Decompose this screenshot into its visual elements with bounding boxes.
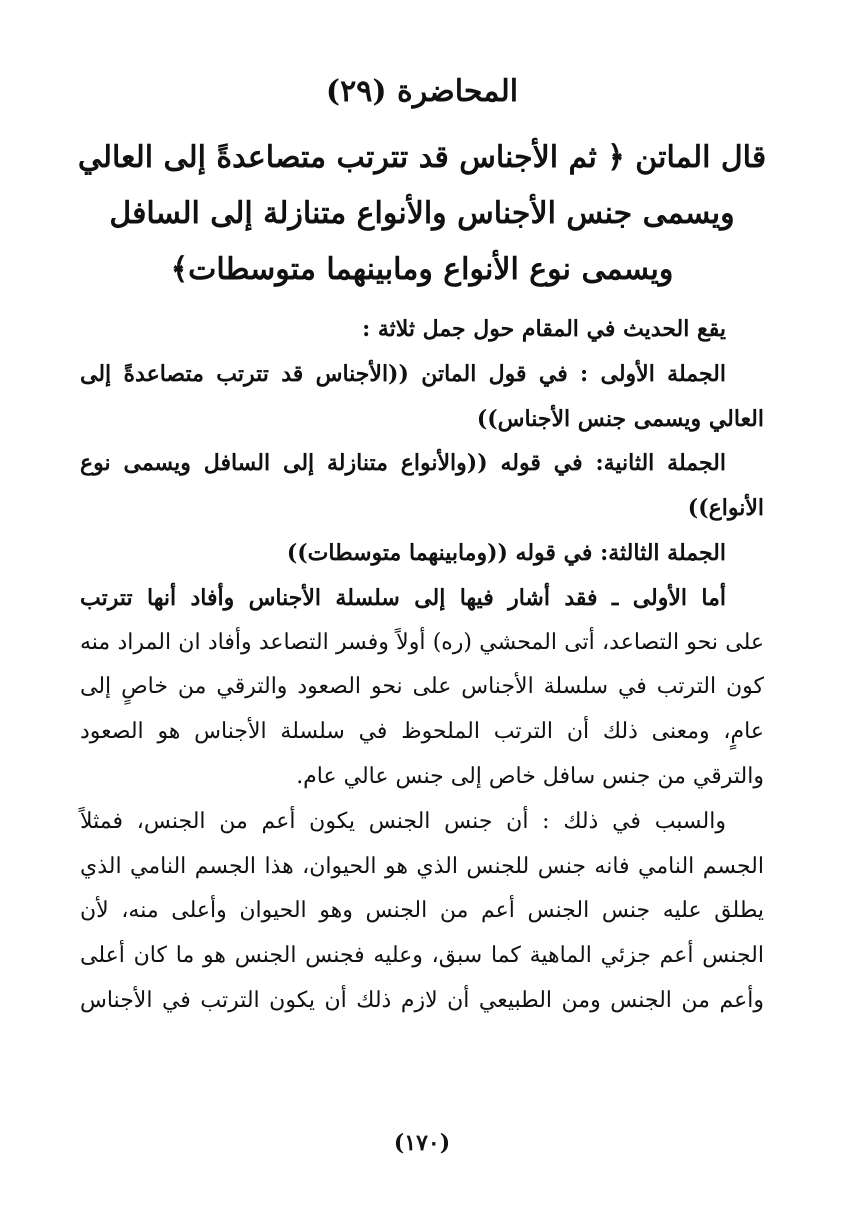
body-line: كون الترتب في سلسلة الأجناس على نحو الصعود والترقي من خاصٍ إلى xyxy=(80,674,764,700)
page-number: (١٧٠) xyxy=(393,1130,451,1156)
matn-quote xyxy=(60,130,784,298)
body-line: والترقي من جنس سافل خاص إلى جنس عالي عام. xyxy=(296,763,764,789)
matn-line: قال الماتن ﴿ ثم الأجناس قد تترتب متصاعدةً إلى العالي xyxy=(77,140,767,175)
body-line: العالي ويسمى جنس الأجناس)) xyxy=(476,405,764,432)
body-line: الجنس أعم جزئي الماهية كما سبق، وعليه فجنس الجنس هو ما كان أعلى xyxy=(80,943,764,969)
body-line: يطلق عليه جنس الجنس أعم من الجنس وهو الحيوان وأعلى منه، لأن xyxy=(80,898,764,924)
body-line: يقع الحديث في المقام حول جمل ثلاثة : xyxy=(362,316,726,342)
body-line: الجسم النامي فانه جنس للجنس الذي هو الحيوان، هذا الجسم النامي الذي xyxy=(80,853,764,879)
lecture-title: المحاضرة (٢٩) xyxy=(325,74,519,109)
body-line: وأعم من الجنس ومن الطبيعي أن لازم ذلك أن يكون الترتب في الأجناس xyxy=(80,987,764,1013)
body-line: الجملة الثالثة: في قوله ((ومابينهما متوسطات)) xyxy=(286,539,726,566)
matn-line: ويسمى جنس الأجناس والأنواع متنازلة إلى السافل xyxy=(109,196,735,231)
body-line: عامٍ، ومعنى ذلك أن الترتب الملحوظ في سلسلة الأجناس هو الصعود xyxy=(80,719,764,745)
matn-line: ويسمى نوع الأنواع ومابينهما متوسطات﴾ xyxy=(170,252,674,287)
body-line: الجملة الثانية: في قوله ((والأنواع متنازلة إلى السافل ويسمى نوع xyxy=(80,450,726,477)
body-text xyxy=(80,307,764,1024)
body-line: الأنواع)) xyxy=(687,495,764,522)
body-line: الجملة الأولى : في قول الماتن ((الأجناس قد تترتب متصاعدةً إلى xyxy=(80,360,726,387)
body-line: والسبب في ذلك : أن جنس الجنس يكون أعم من الجنس، فمثلاً xyxy=(80,808,726,834)
body-line: على نحو التصاعد، أتى المحشي (ره) أولاً وفسر التصاعد وأفاد ان المراد منه xyxy=(80,629,764,655)
body-line: أما الأولى ـ فقد أشار فيها إلى سلسلة الأجناس وأفاد أنها تترتب xyxy=(80,584,727,611)
